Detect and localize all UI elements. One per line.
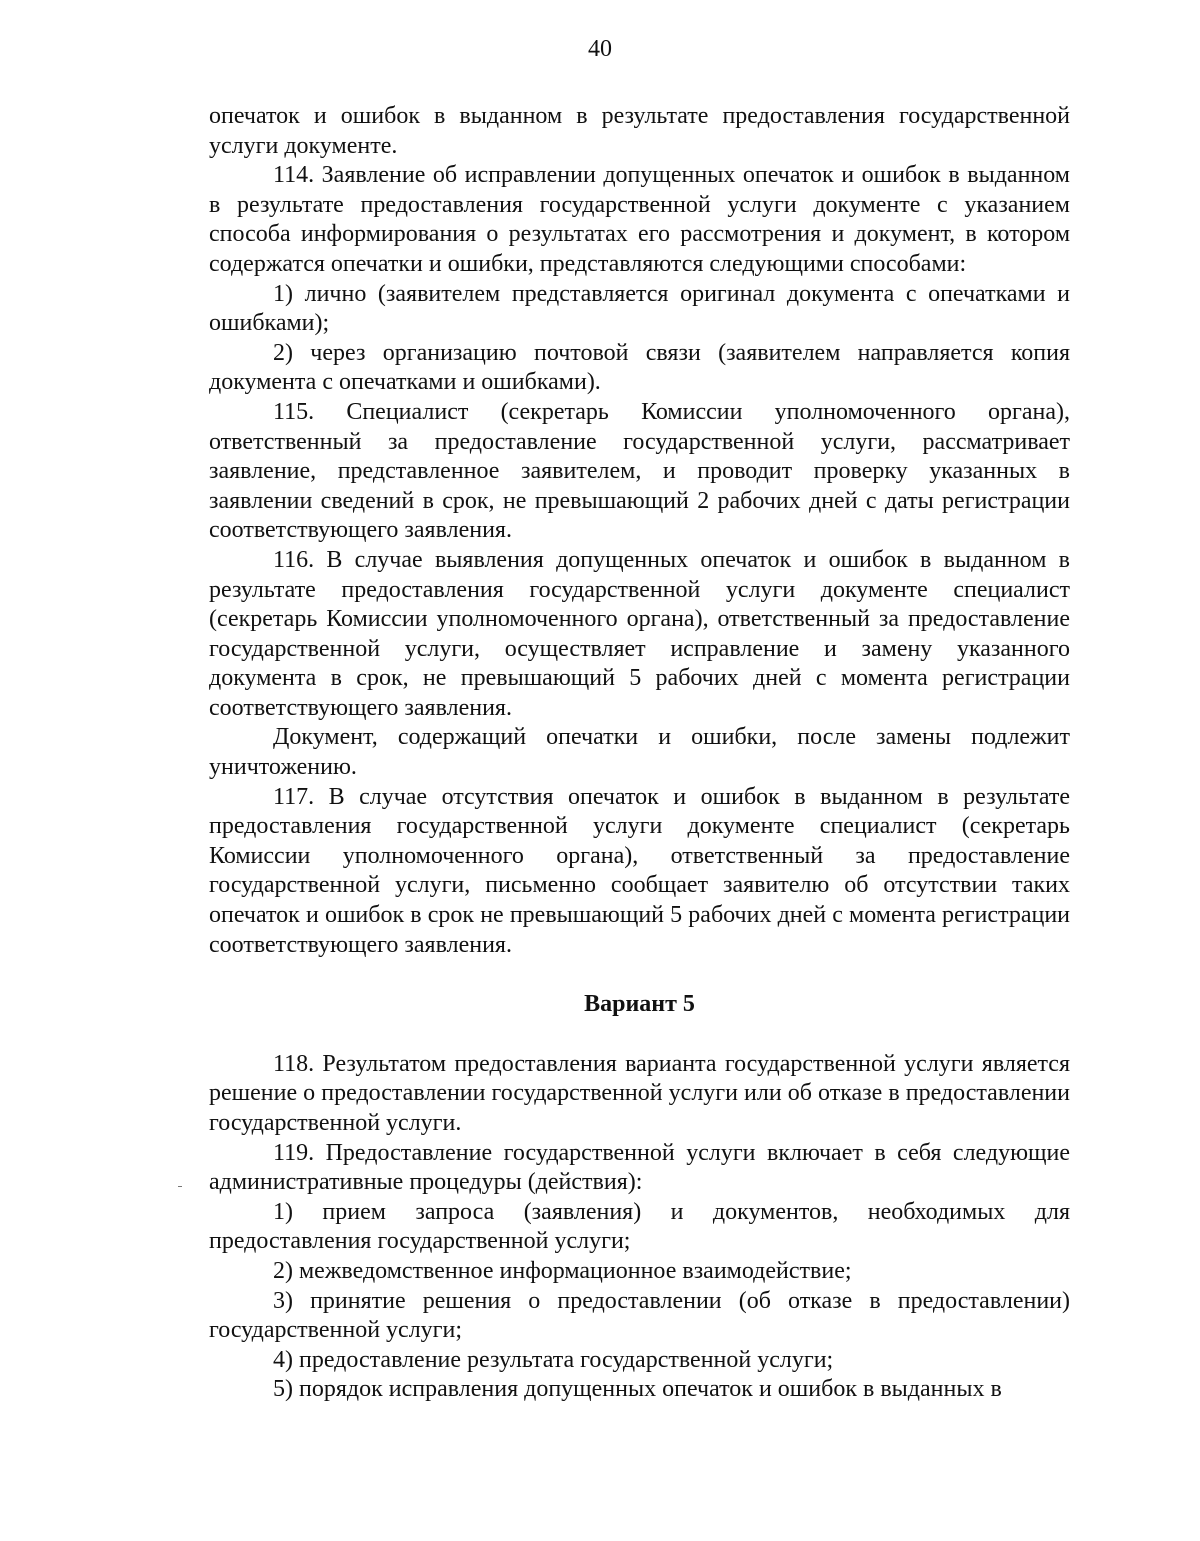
paragraph-119-item-3: 3) принятие решения о предоставлении (об отказе в предоставлении) государственной услуги; bbox=[209, 1287, 1070, 1344]
paragraph-119-item-1: 1) прием запроса (заявления) и документов, необходимых для предоставления государственной услуги; bbox=[209, 1198, 1070, 1255]
paragraph-114-item-1: 1) лично (заявителем представляется оригинал документа с опечатками и ошибками); bbox=[209, 280, 1070, 337]
paragraph-117: 117. В случае отсутствия опечаток и ошибок в выданном в результате предоставления государственной услуги документе специалист (секретарь Комиссии уполномоченного органа), ответственный за предоставление государственной услуги, письменно сообщает заявителю об отсутствии таких опечаток и ошибок в срок не превышающий 5 рабочих дней с момента регистрации соответствующего заявления. bbox=[209, 783, 1070, 958]
paragraph-119-item-4: 4) предоставление результата государственной услуги; bbox=[273, 1346, 834, 1373]
document-body bbox=[209, 102, 1070, 1405]
section-heading: Вариант 5 bbox=[584, 991, 695, 1018]
paragraph-118: 118. Результатом предоставления варианта государственной услуги является решение о предоставлении государственной услуги или об отказе в предоставлении государственной услуги. bbox=[209, 1050, 1070, 1136]
paragraph-115: 115. Специалист (секретарь Комиссии уполномоченного органа), ответственный за предоставление государственной услуги, рассматривает заявление, представленное заявителем, и проводит проверку указанных в заявлении сведений в срок, не превышающий 2 рабочих дней с даты регистрации соответствующего заявления. bbox=[209, 398, 1070, 544]
paragraph-116: 116. В случае выявления допущенных опечаток и ошибок в выданном в результате предоставления государственной услуги документе специалист (секретарь Комиссии уполномоченного органа), ответственный за предоставление государственной услуги, осуществляет исправление и замену указанного документа в срок, не превышающий 5 рабочих дней с момента регистрации соответствующего заявления. bbox=[209, 546, 1070, 721]
paragraph-114-item-2: 2) через организацию почтовой связи (заявителем направляется копия документа с опечатками и ошибками). bbox=[209, 339, 1070, 396]
paragraph-119-item-2: 2) межведомственное информационное взаимодействие; bbox=[273, 1257, 852, 1284]
paragraph-116-document: Документ, содержащий опечатки и ошибки, после замены подлежит уничтожению. bbox=[209, 724, 1070, 781]
paragraph-119-item-5: 5) порядок исправления допущенных опечаток и ошибок в выданных в bbox=[273, 1376, 1002, 1403]
margin-mark bbox=[178, 1186, 182, 1187]
page-number: 40 bbox=[588, 36, 612, 62]
paragraph-119: 119. Предоставление государственной услуги включает в себя следующие административные процедуры (действия): bbox=[209, 1139, 1070, 1196]
paragraph: опечаток и ошибок в выданном в результате предоставления государственной услуги документе. bbox=[209, 103, 1070, 159]
paragraph-114: 114. Заявление об исправлении допущенных опечаток и ошибок в выданном в результате предоставления государственной услуги документе с указанием способа информирования о результатах его рассмотрения и документ, в котором содержатся опечатки и ошибки, представляются следующими способами: bbox=[209, 162, 1070, 277]
